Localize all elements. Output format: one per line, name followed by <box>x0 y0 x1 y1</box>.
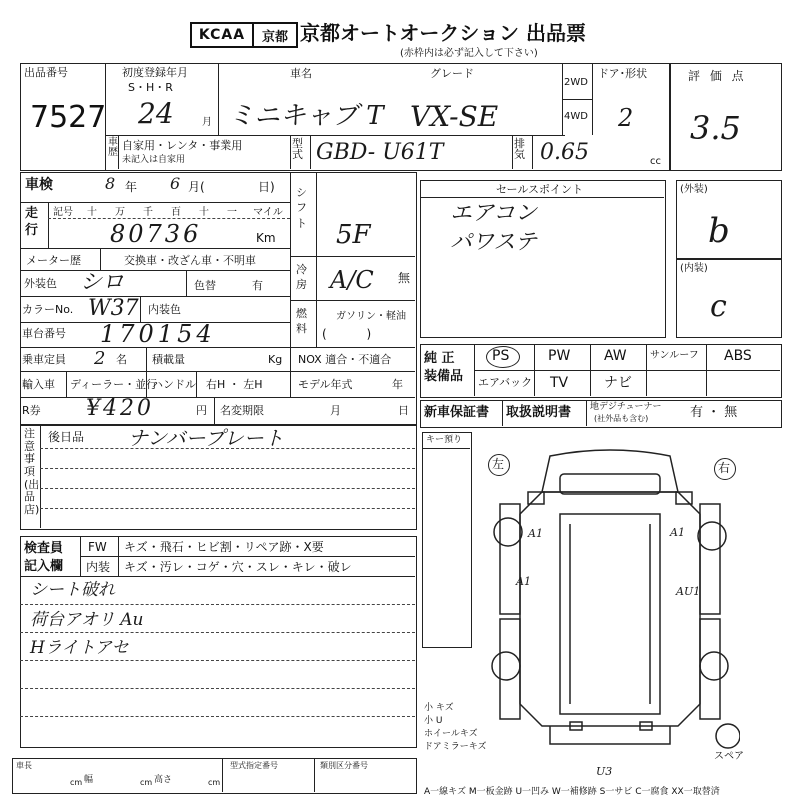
color-no-label: カラーNo. <box>22 303 74 316</box>
header-note: (赤枠内は必ず記入して下さい) <box>400 48 538 59</box>
load-unit: Kg <box>268 353 283 366</box>
manual-label: 取扱説明書 <box>506 405 572 420</box>
car-name-label: 車名 <box>290 67 312 80</box>
shift-value: 5F <box>336 220 371 250</box>
page-title: 京都オートオークション 出品票 <box>300 21 586 45</box>
warranty-label: 新車保証書 <box>424 405 490 420</box>
equip-navi: ナビ <box>604 375 632 391</box>
history-sub: 未記入は自家用 <box>122 155 186 165</box>
history-label: 車歴 <box>108 137 118 158</box>
inspection-year: 8 <box>105 174 116 193</box>
registration-year: 24 <box>138 97 174 130</box>
model-year-label: モデル年式 <box>298 378 353 391</box>
damage-mark-4: AU1 <box>676 585 701 598</box>
equip-tv: TV <box>550 375 569 391</box>
doors-value: 2 <box>618 104 634 132</box>
import-dealer: ディーラー・並行 <box>70 378 158 391</box>
recycle-unit: 円 <box>196 404 207 417</box>
meter-history-label: メーター歴 <box>26 254 81 267</box>
handle-sides: 右H ・ 左H <box>206 378 263 391</box>
chassis-label: 車台番号 <box>22 327 66 340</box>
displacement-unit: cc <box>650 156 661 167</box>
sales-point-label: セールスポイント <box>496 183 584 196</box>
footer-height: 高さ <box>154 775 173 785</box>
exterior-color-value: シロ <box>80 270 125 295</box>
ac-label: 冷房 <box>296 263 307 292</box>
diagram-left: 左 <box>492 457 505 471</box>
score-label: 評 価 点 <box>688 69 747 83</box>
shift-label: シフト <box>296 186 307 230</box>
recycle-value: ¥420 <box>86 396 154 421</box>
grade-value: VX-SE <box>410 100 499 133</box>
damage-mark-1: A1 <box>528 527 543 540</box>
lot-label: 出品番号 <box>24 66 68 79</box>
car-name-value: ミニキャブ T <box>228 101 384 131</box>
inspector-line-3: Hライトアセ <box>30 638 129 658</box>
paint-change-label: 色替 <box>194 279 216 292</box>
inspection-year-unit: 年 <box>125 180 138 194</box>
inspector-label: 検査員 記入欄 <box>24 541 64 575</box>
fitted-label: 後日品 <box>48 430 85 444</box>
meter-history-options: 交換車・改ざん車・不明車 <box>124 254 256 267</box>
damage-mark-5: U3 <box>596 765 613 778</box>
mileage-unit: Km <box>256 231 276 245</box>
tuner-yes-no: 有 ・ 無 <box>690 405 738 420</box>
sales-point-line-1: エアコン <box>450 201 537 226</box>
interior-color-label: 内装色 <box>148 303 181 316</box>
equipment-label: 純 正 装備品 <box>424 351 464 385</box>
diagram-legend: 小 キズ 小 U ホイールキズ ドアミラーキズ <box>424 703 487 753</box>
doors-label: ドア･形状 <box>598 67 648 80</box>
inspector-interior-label: 内装 <box>86 560 111 574</box>
footer-cm-2: cm <box>140 778 153 787</box>
vehicle-diagram <box>480 444 740 774</box>
damage-mark-2: A1 <box>670 526 685 539</box>
mileage-value: 80736 <box>110 220 202 248</box>
model-value: GBD- U61T <box>316 140 444 165</box>
logo <box>190 22 254 48</box>
registration-eras: S・H・R <box>128 81 173 94</box>
fitted-value: ナンバープレート <box>128 426 284 450</box>
nox-label: NOX 適合・不適合 <box>298 353 392 366</box>
name-change-label: 名変期限 <box>220 404 264 417</box>
paint-change-value: 有 <box>252 279 263 292</box>
fw-label: FW <box>88 540 107 554</box>
lot-number: 7527 <box>30 100 107 135</box>
interior-grade-value: c <box>710 289 727 324</box>
fw-items: キズ・飛石・ヒビ割・リペア跡・X要 <box>124 540 324 554</box>
equip-aw: AW <box>604 348 627 364</box>
equip-airbag: エアバック <box>478 376 533 389</box>
capacity-label: 乗車定員 <box>22 353 66 366</box>
score-value: 3.5 <box>690 109 741 147</box>
fuel-value: ( ) <box>322 327 372 341</box>
sales-point-line-2: パワステ <box>450 230 537 255</box>
diagram-right: 右 <box>718 461 731 475</box>
inspection-label: 車検 <box>25 177 53 193</box>
capacity-value: 2 <box>94 348 106 369</box>
load-label: 積載量 <box>152 353 185 366</box>
key-label: キー預り <box>426 435 463 445</box>
tuner-sub: (社外品も含む) <box>594 414 649 423</box>
equip-pw: PW <box>548 348 571 364</box>
equip-abs: ABS <box>724 348 752 364</box>
ac-value: A/C <box>330 266 374 294</box>
inspection-month: 6 <box>170 174 181 193</box>
footer-width: 幅 <box>84 775 94 785</box>
recycle-label: R券 <box>22 404 41 417</box>
exterior-color-label: 外装色 <box>24 277 57 290</box>
exterior-grade-value: b <box>708 211 730 251</box>
logo-kyoto: 京都 <box>252 22 298 48</box>
model-label: 型式 <box>292 137 303 161</box>
drive-2wd: 2WD <box>564 77 588 88</box>
fuel-label: 燃料 <box>296 307 307 336</box>
displacement-label: 排気 <box>514 137 525 161</box>
spare-label: スペア <box>714 751 744 762</box>
inspector-line-1: シート破れ <box>30 580 115 600</box>
equip-ps: PS <box>492 348 510 364</box>
registration-month-unit: 月 <box>202 117 212 128</box>
notes-label: 注意事項(出品店) <box>24 427 40 516</box>
color-no-value: W37 <box>88 296 139 321</box>
equip-sunroof: サンルーフ <box>650 350 699 361</box>
interior-grade-label: (内装) <box>680 263 708 274</box>
drive-4wd: 4WD <box>564 111 588 122</box>
displacement-value: 0.65 <box>540 140 589 165</box>
exterior-grade-label: (外装) <box>680 184 708 195</box>
model-year-unit: 年 <box>392 378 403 391</box>
inspector-line-2: 荷台アオリ Au <box>30 610 144 630</box>
grade-label: グレード <box>430 67 474 80</box>
capacity-unit: 名 <box>116 353 127 366</box>
inspection-month-unit: 月( <box>188 180 205 194</box>
inspection-day-unit: 日) <box>258 180 275 194</box>
ac-none: 無 <box>398 271 411 285</box>
key-box <box>422 432 472 648</box>
history-types: 自家用・レンタ・事業用 <box>122 139 243 152</box>
chassis-value: 170154 <box>100 320 216 348</box>
fuel-options: ガソリン・軽油 <box>336 311 406 322</box>
import-label: 輸入車 <box>22 378 55 391</box>
handle-label: ハンドル <box>152 378 196 391</box>
mileage-columns: 記号 十 万 千 百 十 一 マイル <box>48 203 290 219</box>
footer-length: 車長 <box>16 761 32 770</box>
inspector-interior-items: キズ・汚レ・コゲ・穴・スレ・キレ・破レ <box>124 560 352 574</box>
registration-label: 初度登録年月 <box>122 66 188 79</box>
tuner-label: 地デジチューナー <box>590 402 662 412</box>
footer-cm-3: cm <box>208 778 221 787</box>
footer-cm-1: cm <box>70 778 83 787</box>
logo-text: KCAA <box>198 27 246 43</box>
damage-codes: A一線キズ M一板金跡 U一凹み W一補修跡 S一サビ C一腐食 XX一取替済 <box>424 787 720 797</box>
name-change-month: 月 <box>330 404 341 417</box>
footer-model-cat: 型式指定番号 <box>230 761 278 770</box>
damage-mark-3: A1 <box>516 575 531 588</box>
mileage-label: 走行 <box>25 206 39 238</box>
footer-category: 類別区分番号 <box>320 761 368 770</box>
name-change-day: 日 <box>398 404 409 417</box>
